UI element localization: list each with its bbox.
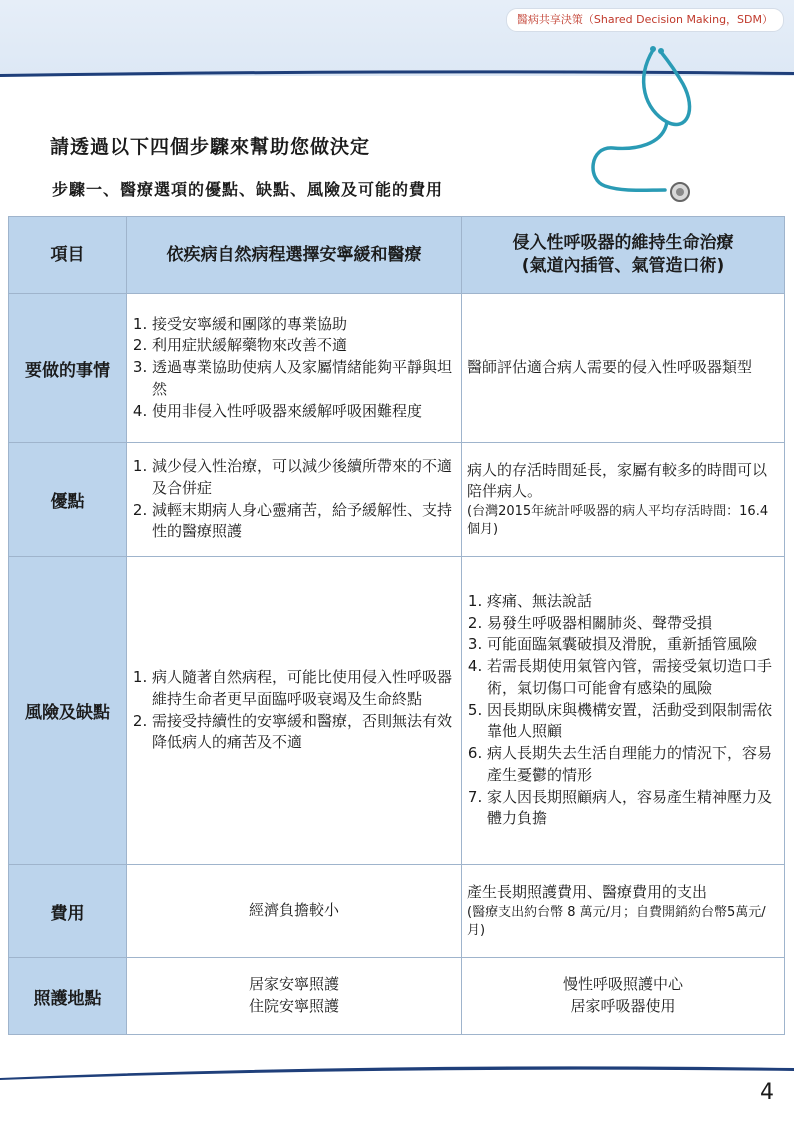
sdm-tag: 醫病共享決策（Shared Decision Making，SDM） — [506, 8, 784, 32]
list-item: 4. 若需長期使用氣管內管，需接受氣切造口手術，氣切傷口可能會有感染的風險 — [487, 656, 779, 700]
page-title: 請透過以下四個步驟來幫助您做決定 — [50, 136, 371, 158]
advantages-palliative — [127, 443, 462, 557]
table-header-row — [9, 217, 785, 294]
list-item: 6. 病人長期失去生活自理能力的情況下，容易產生憂鬱的情形 — [487, 743, 779, 787]
list-item: 3. 可能面臨氣囊破損及滑脫，重新插管風險 — [487, 634, 779, 656]
cost-ventilator — [462, 865, 785, 958]
todo-palliative — [127, 294, 462, 443]
row-advantages — [9, 443, 785, 557]
footer-wave-line — [0, 1058, 794, 1080]
cost-palliative: 經濟負擔較小 — [127, 865, 462, 958]
location-palliative — [127, 958, 462, 1035]
risks-ventilator — [462, 557, 785, 865]
location-palliative-line2: 住院安寧照護 — [248, 997, 339, 1015]
list-item: 4. 使用非侵入性呼吸器來緩解呼吸困難程度 — [152, 401, 456, 423]
row-label-cost: 費用 — [9, 865, 127, 958]
list-item: 2. 需接受持續性的安寧緩和醫療，否則無法有效降低病人的痛苦及不適 — [152, 711, 456, 755]
list-item: 1. 減少侵入性治療，可以減少後續所帶來的不適及合併症 — [152, 456, 456, 500]
cost-ventilator-note: (醫療支出約台幣 8 萬元/月；自費開銷約台幣5萬元/月) — [467, 904, 766, 938]
advantages-ventilator-note: (台灣2015年統計呼吸器的病人平均存活時間：16.4個月) — [467, 504, 769, 538]
advantages-ventilator — [462, 443, 785, 557]
list-item: 2. 減輕末期病人身心靈痛苦，給予緩解性、支持性的醫療照護 — [152, 500, 456, 544]
header-item: 項目 — [9, 217, 127, 294]
list-item: 1. 疼痛、無法說話 — [487, 591, 779, 613]
stethoscope-icon — [575, 40, 705, 210]
row-label-location: 照護地點 — [9, 958, 127, 1035]
location-ventilator-line1: 慢性呼吸照護中心 — [562, 975, 683, 994]
list-item: 5. 因長期臥床與機構安置，活動受到限制需依靠他人照顧 — [487, 700, 779, 744]
row-location — [9, 958, 785, 1035]
row-label-risks: 風險及缺點 — [9, 557, 127, 865]
comparison-table — [8, 216, 785, 1035]
list-item: 2. 易發生呼吸器相關肺炎、聲帶受損 — [487, 613, 779, 635]
list-item: 7. 家人因長期照顧病人，容易產生精神壓力及體力負擔 — [487, 787, 779, 831]
location-ventilator-line2: 居家呼吸器使用 — [570, 997, 676, 1015]
risks-palliative — [127, 557, 462, 865]
list-item: 3. 透過專業協助使病人及家屬情緒能夠平靜與坦然 — [152, 357, 456, 401]
todo-ventilator: 醫師評估適合病人需要的侵入性呼吸器類型 — [462, 294, 785, 443]
header-palliative: 依疾病自然病程選擇安寧緩和醫療 — [127, 217, 462, 294]
header-ventilator-line1: 侵入性呼吸器的維持生命治療 — [512, 233, 734, 254]
row-cost — [9, 865, 785, 958]
row-todo — [9, 294, 785, 443]
row-label-advantages: 優點 — [9, 443, 127, 557]
advantages-ventilator-main: 病人的存活時間延長，家屬有較多的時間可以陪伴病人。 — [467, 460, 768, 501]
header-ventilator-line2: (氣道內插管、氣管造口術) — [521, 256, 725, 276]
step-subtitle: 步驟一、醫療選項的優點、缺點、風險及可能的費用 — [52, 180, 444, 199]
list-item: 2. 利用症狀緩解藥物來改善不適 — [152, 335, 456, 357]
row-label-todo: 要做的事情 — [9, 294, 127, 443]
location-ventilator — [462, 958, 785, 1035]
list-item: 1. 病人隨著自然病程，可能比使用侵入性呼吸器維持生命者更早面臨呼吸衰竭及生命終點 — [152, 667, 456, 711]
list-item: 1. 接受安寧緩和團隊的專業協助 — [152, 314, 456, 336]
page-number: 4 — [760, 1080, 774, 1105]
header-ventilator — [462, 217, 785, 294]
cost-ventilator-main: 產生長期照護費用、醫療費用的支出 — [467, 882, 708, 901]
row-risks — [9, 557, 785, 865]
location-palliative-line1: 居家安寧照護 — [248, 975, 339, 994]
